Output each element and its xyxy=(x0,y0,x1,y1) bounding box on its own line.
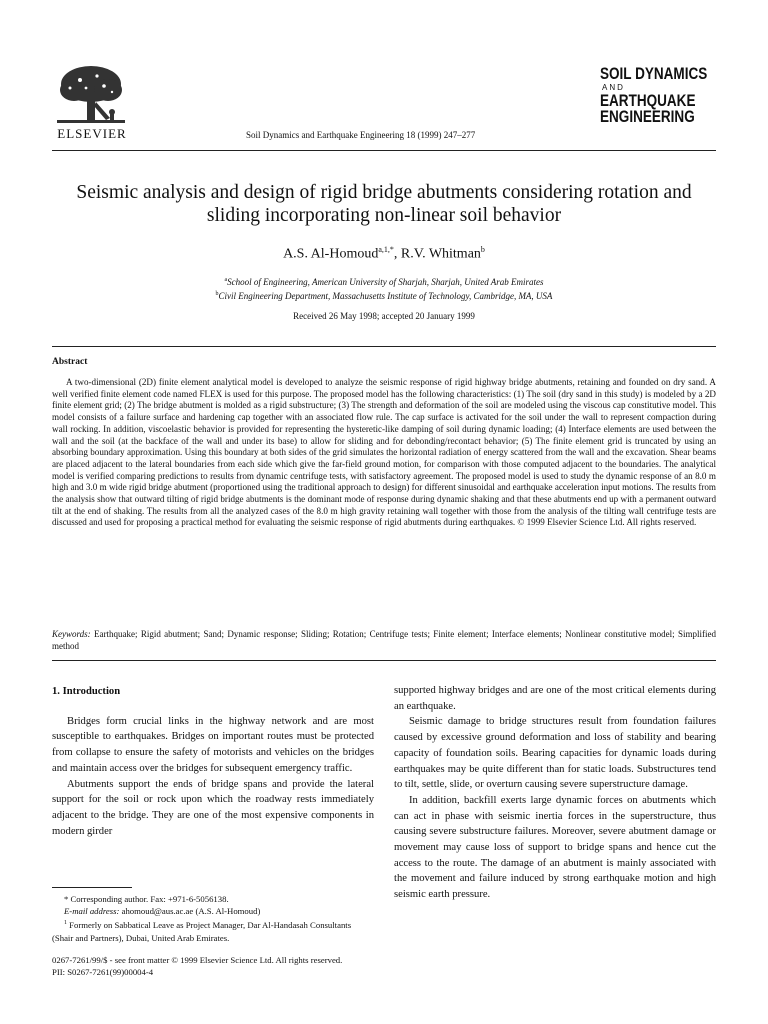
elsevier-tree-logo xyxy=(52,62,130,132)
journal-brand xyxy=(600,66,720,126)
journal-brand-line3: ENGINEERING xyxy=(600,108,695,126)
affiliation xyxy=(52,291,716,301)
body-paragraph: Bridges form crucial links in the highway network and are most susceptible to earthquakes. Bridges on important routes must be protected from collapse to ensure the safety of motorists and vehicles on the bridges and maintain access over the bridges for subsequent emergency traffic. xyxy=(52,715,374,774)
section-heading: 1. Introduction xyxy=(52,686,121,697)
affiliation-text: School of Engineering, American University of Sharjah, Sharjah, United Arab Emirates xyxy=(227,277,544,287)
keywords-list: Earthquake; Rigid abutment; Sand; Dynamic response; Sliding; Rotation; Centrifuge tests; Finite element; Interface elements; Nonlinear constitutive model; Simplified method xyxy=(52,629,717,651)
pii-line: PII: S0267-7261(99)00004-4 xyxy=(52,966,154,977)
body-paragraph: In addition, backfill exerts large dynamic forces on abutments which can act in phase with seismic inertia forces in the superstructure, thus causing severe substructure failures. Moreover, severe abutment damage or movement may cause loss of support to bridge spans and hence cut the access to the route. The damage of an abutment is mainly associated with the movement and failure induced by strong earthquake motion and high seismic earth pressure. xyxy=(394,794,716,901)
page-footer xyxy=(52,955,452,978)
author-list xyxy=(52,245,716,263)
header-divider xyxy=(52,150,716,151)
abstract-heading: Abstract xyxy=(52,357,88,367)
affiliation-mark: a xyxy=(224,277,228,283)
footnotes xyxy=(52,893,374,944)
body-paragraph: Abutments support the ends of bridge spans and provide the lateral support for the soil or rock upon which the roadway rests immediately adjacent to the bridge. They are one of the most expensive components in modern girder xyxy=(52,778,374,837)
author-marks: a,1,* xyxy=(378,245,394,254)
author-name: A.S. Al-Homoud xyxy=(283,246,379,262)
footnote-text: Formerly on Sabbatical Leave as Project Manager, Dar Al-Handasah Consultants (Shair and Partners), Dubai, United Arab Emirates. xyxy=(52,920,352,943)
received-dates: Received 26 May 1998; accepted 20 January 1999 xyxy=(293,311,475,321)
footnote-mark: 1 xyxy=(64,920,67,927)
journal-brand-line1: SOIL DYNAMICS xyxy=(600,65,708,83)
journal-brand-and: AND xyxy=(602,82,625,92)
footnote-divider xyxy=(52,887,132,888)
author-name: R.V. Whitman xyxy=(400,246,481,262)
email-note xyxy=(52,905,374,917)
author-marks: b xyxy=(480,245,485,254)
abstract-text: A two-dimensional (2D) finite element analytical model is developed to analyze the seismic response of rigid highway bridge abutments, retaining and founded on dry sand. A well verified finite element code named FLEX is used for this purpose. The proposed model has the following characteristics: (1) The soil (dry sand in this study) is modeled by a 2D finite element grid; (2) The bridge abutment is molded as a rigid substructure; (3) The strength and deformation of the soil are modeled using the viscous cap constitutive model. This model consists of a failure surface and hardening cap together with an associated flow rule. The cap surface is activated for the soil under the wall to represent compaction during wall rocking. In addition, viscoelastic behavior is provided for representing the hysteretic-like damping of soil during dynamic loading; (4) Interface elements are used between the wall and the soil (at the backface of the wall and under its base) to allow for sliding and for debonding/recontact behavior; (5) The finite element grid is truncated by using an absorbing boundary approximation. Using this boundary at both sides of the grid simulates the horizontal radiation of energy scattered from the wall and the excavation. Shear beams are placed adjacent to the lateral boundaries from each side which give the far-field ground motion, for comparison with those computed adjacent to the boundaries. The analytical model is verified comparing predictions to results from dynamic centrifuge tests, with satisfactory agreement. The proposed model is used to study the dynamic response of an 8.0 m high and 3.0 m wide rigid bridge abutment (proportioned using the traditional approach to design) for different sinusoidal and earthquake acceleration input motions. The results from the analysis show that outward tilting of rigid bridge abutments is the dominant mode of response during dynamic shaking and that these abutments end up with a permanent outward tilt at the end of shaking. The results from all the analyzed cases of the 8.0 m high gravity retaining wall together with those from the analysis of the tilting wall centrifuge tests are discussed and used for proposing a practical method for evaluating the seismic response of rigid abutments during earthquakes. © 1999 Elsevier Science Ltd. All rights reserved. xyxy=(52,377,716,528)
corresponding-author-note: * Corresponding author. Fax: +971-6-5056138. xyxy=(64,894,229,904)
affiliation-mark: b xyxy=(215,291,219,297)
body-paragraph-continued: supported highway bridges and are one of the most critical elements during an earthquake. xyxy=(394,685,716,712)
author-separator: , xyxy=(393,246,401,262)
keywords-label: Keywords: xyxy=(52,629,91,639)
email-label: E-mail address: xyxy=(64,906,120,917)
article-title: Seismic analysis and design of rigid bridge abutments considering rotation and sliding incorporating non-linear soil behavior xyxy=(76,182,692,226)
footnote-1 xyxy=(52,917,374,943)
affiliation-text: Civil Engineering Department, Massachusetts Institute of Technology, Cambridge, MA, USA xyxy=(218,291,553,301)
abstract-divider-top xyxy=(52,346,716,347)
body-column-left xyxy=(52,684,374,839)
copyright-line: 0267-7261/99/$ - see front matter © 1999 Elsevier Science Ltd. All rights reserved. xyxy=(52,955,343,965)
keywords xyxy=(52,628,716,652)
publisher-name: ELSEVIER xyxy=(57,126,127,141)
body-column-right xyxy=(394,683,716,903)
affiliation xyxy=(52,277,716,287)
journal-brand-line2: EARTHQUAKE xyxy=(600,91,696,110)
email-address[interactable]: ahomoud@aus.ac.ae (A.S. Al-Homoud) xyxy=(121,906,261,917)
abstract-divider-bottom xyxy=(52,660,716,661)
body-paragraph: Seismic damage to bridge structures result from foundation failures caused by excessive ground deformation and loss of stability and bearing capacity of foundation soils. Bearing capacities for dynamic loads during earthquakes may be quite different than for static loads. Substructures tend to tilt, settle, slide, or overturn causing severe superstructure damage. xyxy=(394,716,716,791)
journal-reference: Soil Dynamics and Earthquake Engineering 18 (1999) 247–277 xyxy=(246,130,476,140)
